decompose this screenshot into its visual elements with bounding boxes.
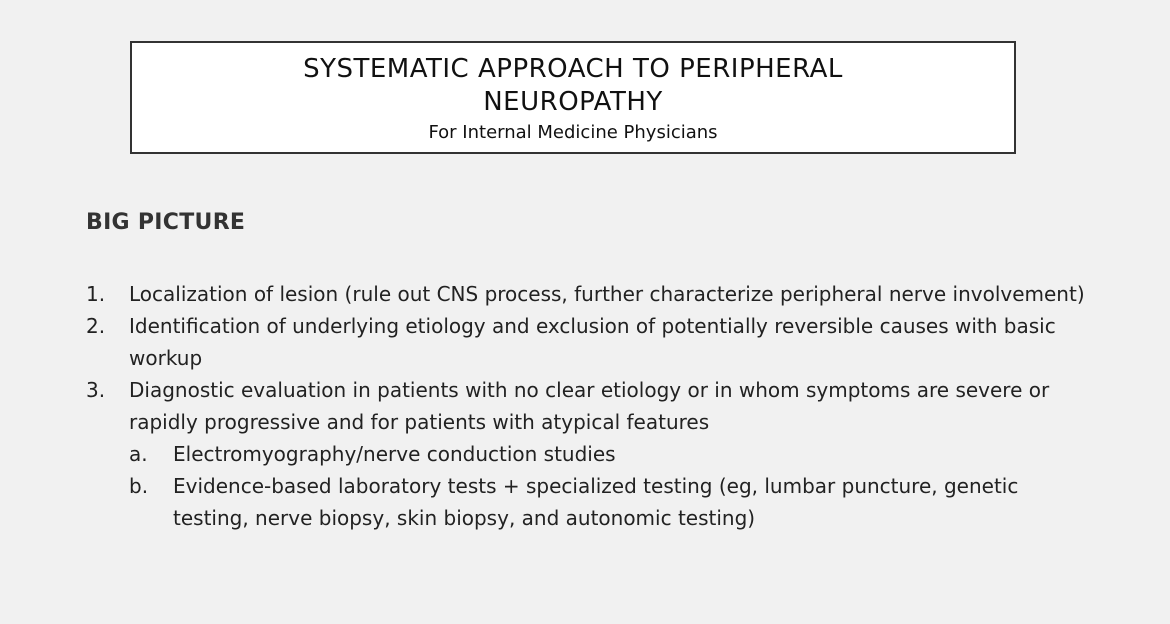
list-item: [86, 278, 1086, 310]
list-item-number: 2.: [86, 314, 106, 338]
numbered-list: [86, 278, 1086, 534]
list-item-number: 1.: [86, 282, 106, 306]
title-line-1: SYSTEMATIC APPROACH TO PERIPHERAL: [303, 54, 843, 84]
sub-list-item-text: Electromyography/nerve conduction studies: [173, 442, 616, 466]
sub-list-item-letter: b.: [129, 474, 149, 498]
title-line-2: NEUROPATHY: [483, 87, 663, 117]
list-item: [86, 310, 1086, 374]
sub-list-item: [129, 438, 1086, 470]
list-item-text: Localization of lesion (rule out CNS process, further characterize peripheral nerve involvement): [129, 282, 1085, 306]
list-item-text: Identification of underlying etiology and exclusion of potentially reversible causes with basic workup: [129, 314, 1056, 370]
sub-list-item-text: Evidence-based laboratory tests + specialized testing (eg, lumbar puncture, genetic testing, nerve biopsy, skin biopsy, and autonomic testing): [173, 474, 1019, 530]
subtitle: For Internal Medicine Physicians: [428, 122, 718, 143]
list-item-text: Diagnostic evaluation in patients with no clear etiology or in whom symptoms are severe or rapidly progressive and for patients with atypical features: [129, 378, 1050, 434]
list-item: [86, 374, 1086, 438]
sub-list-item: [129, 470, 1086, 534]
list-item-number: 3.: [86, 378, 106, 402]
sub-list-item-letter: a.: [129, 442, 148, 466]
section-heading: BIG PICTURE: [86, 210, 246, 235]
title-box: [130, 41, 1016, 154]
